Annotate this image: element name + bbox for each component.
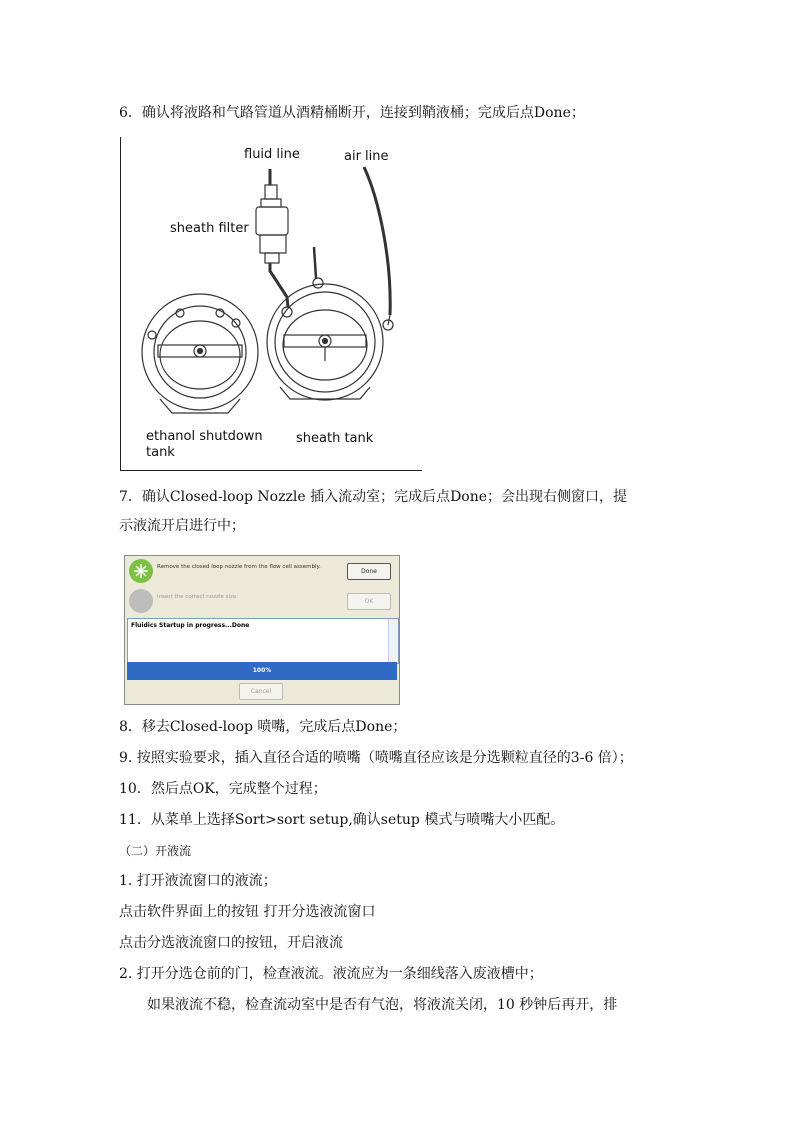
pending-icon: [129, 589, 153, 613]
dialog-row1-text: Remove the closed loop nozzle from the flow cell assembly.: [157, 564, 321, 570]
log-scrollbar[interactable]: [388, 619, 398, 663]
fluidics-startup-dialog: [124, 555, 400, 705]
section-step-2: 2. 打开分选仓前的门，检查液流。液流应为一条细线落入废液槽中；: [119, 966, 543, 982]
step-11-text: 11．从菜单上选择Sort>sort setup,确认setup 模式与喷嘴大小匹配。: [119, 812, 565, 828]
step-7-text-line2: 示液流开启进行中；: [119, 518, 245, 534]
step-10-text: 10．然后点OK，完成整个过程；: [119, 781, 327, 797]
tank-diagram: [120, 137, 422, 471]
done-button[interactable]: Done: [347, 563, 391, 580]
dialog-row-insert-nozzle: [125, 586, 399, 616]
ok-button[interactable]: OK: [347, 593, 391, 610]
ethanol-tank-label-1: ethanol shutdown: [146, 429, 263, 444]
progress-bar: [127, 662, 397, 680]
status-log-text: Fluidics Startup in progress...Done: [131, 622, 250, 629]
ethanol-tank-label-2: tank: [146, 445, 175, 460]
step-7-text-line1: 7．确认Closed-loop Nozzle 插入流动室；完成后点Done；会出现右侧窗口，提: [119, 489, 628, 505]
sheath-tank-label: sheath tank: [296, 431, 374, 446]
section-step-1: 1. 打开液流窗口的液流；: [119, 873, 277, 889]
check-icon: [129, 559, 153, 583]
dialog-row2-text: Insert the correct nozzle size.: [157, 594, 239, 600]
step-8-text: 8．移去Closed-loop 喷嘴，完成后点Done；: [119, 719, 407, 735]
section-step-2a: 如果液流不稳，检查流动室中是否有气泡，将液流关闭，10 秒钟后再开，排: [147, 997, 618, 1013]
section-step-1a: 点击软件界面上的按钮 打开分选液流窗口: [119, 904, 376, 920]
tank-illustration: [120, 137, 422, 471]
cancel-button[interactable]: Cancel: [239, 683, 283, 700]
section-step-1b: 点击分选液流窗口的按钮，开启液流: [119, 935, 343, 951]
step-9-text: 9. 按照实验要求，插入直径合适的喷嘴（喷嘴直径应该是分选颗粒直径的3-6 倍）；: [119, 750, 633, 766]
status-log: [127, 618, 399, 664]
fluid-line-label: fluid line: [244, 147, 300, 162]
section-heading: （二）开液流: [119, 844, 192, 858]
sheath-filter-label: sheath filter: [170, 221, 249, 236]
step-6-text: 6．确认将液路和气路管道从酒精桶断开，连接到鞘液桶；完成后点Done；: [119, 105, 585, 121]
air-line-label: air line: [344, 149, 389, 164]
dialog-row-remove-nozzle: [125, 556, 399, 586]
progress-label: 100%: [252, 667, 272, 674]
